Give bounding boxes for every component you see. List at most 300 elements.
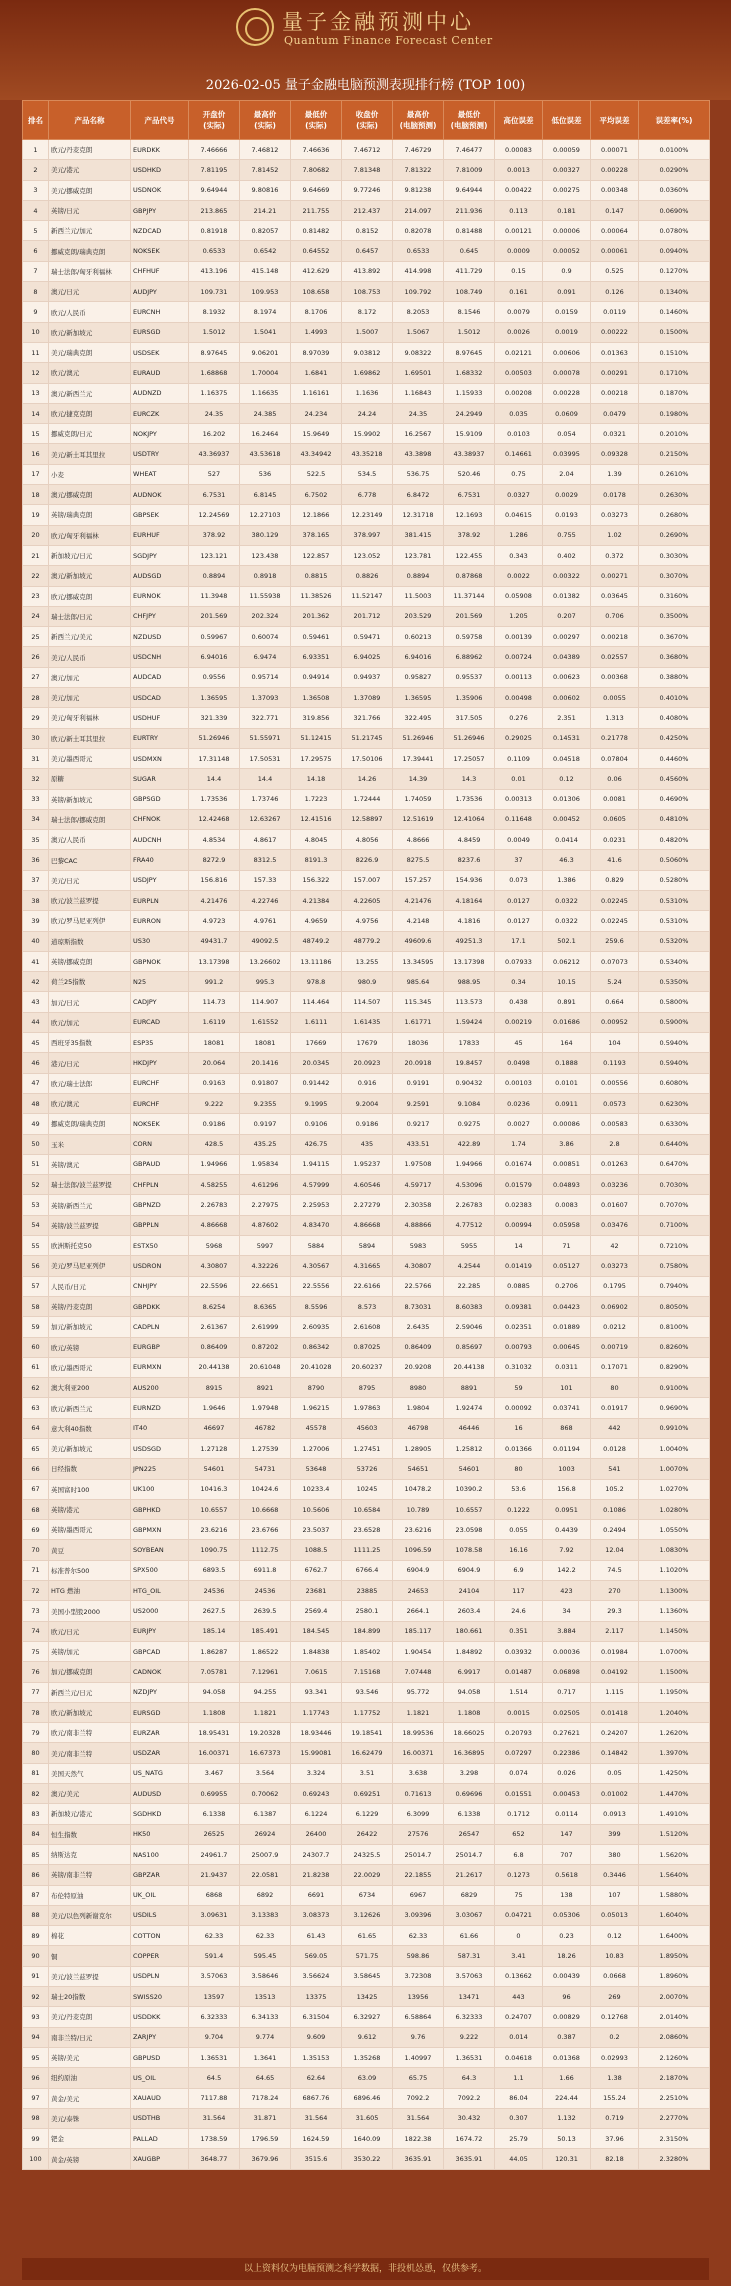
- table-cell: 0.0236: [495, 1093, 543, 1113]
- table-cell: 道琼斯指数: [49, 931, 131, 951]
- table-cell: 321.766: [342, 708, 393, 728]
- table-cell: EURZAR: [131, 1723, 189, 1743]
- table-row: [23, 282, 710, 302]
- table-cell: 1.115: [591, 1682, 639, 1702]
- table-cell: 1.72444: [342, 789, 393, 809]
- table-cell: USDSGD: [131, 1439, 189, 1459]
- table-cell: 201.712: [342, 606, 393, 626]
- table-row: [23, 789, 710, 809]
- table-cell: 欧元/丹麦克朗: [49, 140, 131, 160]
- table-cell: 51.21745: [342, 728, 393, 748]
- table-cell: 22.1855: [393, 1865, 444, 1885]
- table-row: [23, 180, 710, 200]
- table-cell: 1.84892: [444, 1641, 495, 1661]
- table-cell: HTG 燃油: [49, 1581, 131, 1601]
- table-cell: 12.1693: [444, 505, 495, 525]
- table-row: [23, 261, 710, 281]
- table-cell: 8.97645: [444, 342, 495, 362]
- table-cell: 0.5320%: [639, 931, 710, 951]
- table-cell: 23.6216: [393, 1520, 444, 1540]
- table-cell: 4.88866: [393, 1215, 444, 1235]
- table-cell: 0.59967: [189, 627, 240, 647]
- table-cell: 17669: [291, 1033, 342, 1053]
- table-cell: 114.507: [342, 992, 393, 1012]
- table-cell: 8.6365: [240, 1296, 291, 1316]
- table-cell: 1.5007: [342, 322, 393, 342]
- table-cell: 91: [23, 1966, 49, 1986]
- table-cell: 0.9106: [291, 1114, 342, 1134]
- table-cell: 15.9109: [444, 424, 495, 444]
- table-cell: 英镑/澳元: [49, 1154, 131, 1174]
- table-cell: CADJPY: [131, 992, 189, 1012]
- table-cell: 9.03812: [342, 342, 393, 362]
- table-cell: 2639.5: [240, 1601, 291, 1621]
- table-cell: 0.00422: [495, 180, 543, 200]
- table-cell: 12.42468: [189, 809, 240, 829]
- table-cell: 0.1270%: [639, 261, 710, 281]
- table-cell: 0.04893: [543, 1175, 591, 1195]
- table-row: [23, 586, 710, 606]
- table-cell: 19.20328: [240, 1723, 291, 1743]
- table-cell: 9.80816: [240, 180, 291, 200]
- table-cell: 0.402: [543, 545, 591, 565]
- table-row: [23, 1256, 710, 1276]
- table-cell: 41: [23, 951, 49, 971]
- table-cell: 44.05: [495, 2149, 543, 2169]
- table-row: [23, 1885, 710, 1905]
- table-cell: 322.495: [393, 708, 444, 728]
- table-cell: 6.31504: [291, 2007, 342, 2027]
- table-cell: 0.2150%: [639, 444, 710, 464]
- table-cell: 0.05958: [543, 1215, 591, 1235]
- table-cell: EURCNH: [131, 302, 189, 322]
- table-cell: 0.9186: [342, 1114, 393, 1134]
- table-cell: 9.76: [393, 2027, 444, 2047]
- table-cell: 0.69955: [189, 1784, 240, 1804]
- table-cell: 6.8: [495, 1844, 543, 1864]
- table-cell: 0.01487: [495, 1662, 543, 1682]
- table-cell: 美元/新土耳其里拉: [49, 444, 131, 464]
- column-header: 最高价 (电脑预测): [393, 101, 444, 140]
- table-cell: 68: [23, 1499, 49, 1519]
- table-cell: 0.0322: [543, 911, 591, 931]
- table-cell: 3.72308: [393, 1966, 444, 1986]
- table-cell: 43: [23, 992, 49, 1012]
- table-cell: 0.00036: [543, 1641, 591, 1661]
- table-row: [23, 1560, 710, 1580]
- table-cell: 西班牙35指数: [49, 1033, 131, 1053]
- table-cell: 6.3099: [393, 1804, 444, 1824]
- table-cell: 1.90454: [393, 1641, 444, 1661]
- table-cell: GBPAUD: [131, 1154, 189, 1174]
- table-cell: 0.1193: [591, 1053, 639, 1073]
- table-cell: 3635.91: [444, 2149, 495, 2169]
- table-cell: 50.13: [543, 2129, 591, 2149]
- table-cell: 0.12: [591, 1926, 639, 1946]
- table-cell: 8980: [393, 1378, 444, 1398]
- table-cell: 2.6435: [393, 1317, 444, 1337]
- table-cell: 213.865: [189, 200, 240, 220]
- table-cell: 0.02351: [495, 1317, 543, 1337]
- table-cell: XAUAUD: [131, 2088, 189, 2108]
- table-cell: 18036: [393, 1033, 444, 1053]
- table-cell: 0.87202: [240, 1337, 291, 1357]
- table-cell: 11.38526: [291, 586, 342, 606]
- table-cell: 14.18: [291, 769, 342, 789]
- table-cell: 0.3670%: [639, 627, 710, 647]
- table-row: [23, 2007, 710, 2027]
- table-cell: 0.00498: [495, 688, 543, 708]
- table-cell: 185.491: [240, 1621, 291, 1641]
- table-cell: 3530.22: [342, 2149, 393, 2169]
- table-cell: 6.93351: [291, 647, 342, 667]
- table-cell: 0.05: [591, 1763, 639, 1783]
- table-cell: 英镑/加元: [49, 1641, 131, 1661]
- table-cell: 0.01551: [495, 1784, 543, 1804]
- table-cell: 1.313: [591, 708, 639, 728]
- table-cell: 4.57999: [291, 1175, 342, 1195]
- column-header: 收盘价 (实际): [342, 101, 393, 140]
- table-cell: 1.95237: [342, 1154, 393, 1174]
- table-cell: SOYBEAN: [131, 1540, 189, 1560]
- table-cell: 1.5012: [189, 322, 240, 342]
- table-cell: 9.612: [342, 2027, 393, 2047]
- table-cell: 6.778: [342, 485, 393, 505]
- table-cell: 8.1974: [240, 302, 291, 322]
- table-cell: 26547: [444, 1824, 495, 1844]
- table-cell: 1.35906: [444, 688, 495, 708]
- table-cell: 17.31148: [189, 748, 240, 768]
- table-cell: 0.24707: [495, 2007, 543, 2027]
- table-cell: 1.35268: [342, 2047, 393, 2067]
- table-row: [23, 748, 710, 768]
- table-cell: 0.055: [495, 1520, 543, 1540]
- table-cell: 571.75: [342, 1946, 393, 1966]
- table-cell: 0.00271: [591, 566, 639, 586]
- table-cell: CHFPLN: [131, 1175, 189, 1195]
- table-cell: 1.514: [495, 1682, 543, 1702]
- table-cell: PALLAD: [131, 2129, 189, 2149]
- table-cell: 59: [23, 1317, 49, 1337]
- table-cell: 英镑/瑞典克朗: [49, 505, 131, 525]
- table-cell: 22.285: [444, 1276, 495, 1296]
- table-cell: 0.00092: [495, 1398, 543, 1418]
- table-cell: 6892: [240, 1885, 291, 1905]
- table-cell: 0.9197: [240, 1114, 291, 1134]
- table-cell: 114.907: [240, 992, 291, 1012]
- table-cell: 0.00439: [543, 1966, 591, 1986]
- table-cell: 7.07448: [393, 1662, 444, 1682]
- table-cell: 31: [23, 748, 49, 768]
- table-cell: 0.07933: [495, 951, 543, 971]
- table-cell: 0.20793: [495, 1723, 543, 1743]
- table-cell: AUDCNH: [131, 830, 189, 850]
- table-cell: 0.3160%: [639, 586, 710, 606]
- table-cell: 64: [23, 1418, 49, 1438]
- table-cell: 0.01418: [591, 1702, 639, 1722]
- table-cell: 0.5060%: [639, 850, 710, 870]
- table-cell: 0.82078: [393, 221, 444, 241]
- table-cell: 0.8100%: [639, 1317, 710, 1337]
- table-cell: 1.94115: [291, 1154, 342, 1174]
- table-cell: 76: [23, 1662, 49, 1682]
- table-row: [23, 1114, 710, 1134]
- table-cell: 536.75: [393, 464, 444, 484]
- table-row: [23, 1987, 710, 2007]
- table-cell: 6.1224: [291, 1804, 342, 1824]
- table-cell: 0.03273: [591, 1256, 639, 1276]
- table-cell: 0.00313: [495, 789, 543, 809]
- table-cell: 8795: [342, 1378, 393, 1398]
- table-cell: 0.00218: [591, 627, 639, 647]
- table-cell: 0.04389: [543, 647, 591, 667]
- table-cell: 1.0830%: [639, 1540, 710, 1560]
- table-cell: 0.86409: [189, 1337, 240, 1357]
- table-cell: 11.5003: [393, 586, 444, 606]
- table-cell: USDPLN: [131, 1966, 189, 1986]
- table-cell: 23.6528: [342, 1520, 393, 1540]
- table-cell: 0.64552: [291, 241, 342, 261]
- table-cell: 0.3030%: [639, 545, 710, 565]
- table-cell: 1.16843: [393, 383, 444, 403]
- table-cell: 1.0070%: [639, 1459, 710, 1479]
- table-row: [23, 1195, 710, 1215]
- table-cell: 47: [23, 1073, 49, 1093]
- table-cell: 0.6080%: [639, 1073, 710, 1093]
- table-row: [23, 708, 710, 728]
- table-cell: 0.717: [543, 1682, 591, 1702]
- table-cell: 0.95714: [240, 667, 291, 687]
- table-cell: 英镑/波兰兹罗提: [49, 1215, 131, 1235]
- table-cell: AUDJPY: [131, 282, 189, 302]
- table-row: [23, 302, 710, 322]
- table-cell: 978.8: [291, 972, 342, 992]
- table-cell: 0.0327: [495, 485, 543, 505]
- table-cell: 0.12: [543, 769, 591, 789]
- table-cell: 6.8145: [240, 485, 291, 505]
- table-cell: 0.00208: [495, 383, 543, 403]
- table-cell: 0.00103: [495, 1073, 543, 1093]
- table-cell: 4.8056: [342, 830, 393, 850]
- table-cell: 1.5620%: [639, 1844, 710, 1864]
- table-cell: 1.6841: [291, 363, 342, 383]
- table-row: [23, 911, 710, 931]
- table-cell: 0.073: [495, 870, 543, 890]
- table-cell: 9.609: [291, 2027, 342, 2047]
- table-cell: 8.2053: [393, 302, 444, 322]
- table-cell: 0.1500%: [639, 322, 710, 342]
- table-cell: AUDUSD: [131, 1784, 189, 1804]
- table-cell: 1.205: [495, 606, 543, 626]
- table-cell: 0.0159: [543, 302, 591, 322]
- table-cell: 3.08373: [291, 1905, 342, 1925]
- table-cell: 0.0083: [543, 1195, 591, 1215]
- table-cell: 6893.5: [189, 1560, 240, 1580]
- table-cell: 美元/人民币: [49, 647, 131, 667]
- table-cell: 0.01363: [591, 342, 639, 362]
- table-cell: 23.5037: [291, 1520, 342, 1540]
- table-cell: 欧元/新土耳其里拉: [49, 728, 131, 748]
- table-cell: JPN225: [131, 1459, 189, 1479]
- table-cell: 1.27006: [291, 1439, 342, 1459]
- table-cell: 0.60213: [393, 627, 444, 647]
- table-cell: 0.14531: [543, 728, 591, 748]
- table-cell: 1.5880%: [639, 1885, 710, 1905]
- table-cell: 0.95537: [444, 667, 495, 687]
- table-cell: 413.196: [189, 261, 240, 281]
- table-cell: 0.00121: [495, 221, 543, 241]
- table-cell: 0.4080%: [639, 708, 710, 728]
- table-cell: 1.16161: [291, 383, 342, 403]
- table-cell: 4.60546: [342, 1175, 393, 1195]
- table-cell: 1.36595: [189, 688, 240, 708]
- table-cell: 58: [23, 1296, 49, 1316]
- table-cell: 51.26946: [189, 728, 240, 748]
- table-cell: 欧元/捷克克朗: [49, 403, 131, 423]
- table-cell: 9.704: [189, 2027, 240, 2047]
- table-cell: 0.69243: [291, 1784, 342, 1804]
- table-cell: 1.0270%: [639, 1479, 710, 1499]
- table-cell: 1.68868: [189, 363, 240, 383]
- table-cell: NOKSEK: [131, 241, 189, 261]
- table-cell: 6.1338: [444, 1804, 495, 1824]
- table-cell: 0.87025: [342, 1337, 393, 1357]
- table-cell: 0.81918: [189, 221, 240, 241]
- table-cell: 纽约原油: [49, 2068, 131, 2088]
- table-cell: 0.00139: [495, 627, 543, 647]
- table-cell: EURGBP: [131, 1337, 189, 1357]
- table-cell: 24104: [444, 1581, 495, 1601]
- table-cell: 90: [23, 1946, 49, 1966]
- table-cell: EURHUF: [131, 525, 189, 545]
- table-cell: 37: [495, 850, 543, 870]
- table-cell: 185.117: [393, 1621, 444, 1641]
- table-cell: 0.0127: [495, 890, 543, 910]
- table-cell: 0.14842: [591, 1743, 639, 1763]
- table-cell: 1.61435: [342, 1012, 393, 1032]
- table-row: [23, 1662, 710, 1682]
- table-cell: 3.58645: [342, 1966, 393, 1986]
- table-cell: 12.1866: [291, 505, 342, 525]
- table-cell: AUDNOK: [131, 485, 189, 505]
- table-cell: 25014.7: [444, 1844, 495, 1864]
- table-cell: 3.324: [291, 1763, 342, 1783]
- table-cell: 1.36508: [291, 688, 342, 708]
- table-cell: 18.95431: [189, 1723, 240, 1743]
- table-cell: EURCHF: [131, 1073, 189, 1093]
- table-cell: EURRON: [131, 911, 189, 931]
- table-cell: 2.26783: [444, 1195, 495, 1215]
- column-header: 开盘价 (实际): [189, 101, 240, 140]
- table-cell: 3.86: [543, 1134, 591, 1154]
- table-cell: 991.2: [189, 972, 240, 992]
- table-cell: GBPMXN: [131, 1520, 189, 1540]
- table-cell: 0.85697: [444, 1337, 495, 1357]
- table-cell: 0.07297: [495, 1743, 543, 1763]
- table-cell: 0.00327: [543, 160, 591, 180]
- table-cell: 0.5940%: [639, 1053, 710, 1073]
- table-cell: EURTRY: [131, 728, 189, 748]
- table-cell: 6.9: [495, 1560, 543, 1580]
- table-cell: 109.792: [393, 282, 444, 302]
- table-cell: 加元/挪威克朗: [49, 1662, 131, 1682]
- table-cell: 8.5596: [291, 1296, 342, 1316]
- table-cell: 0.4010%: [639, 688, 710, 708]
- table-cell: 0.02993: [591, 2047, 639, 2067]
- table-cell: 20.0345: [291, 1053, 342, 1073]
- table-cell: 0.69696: [444, 1784, 495, 1804]
- table-cell: 欧元/罗马尼亚列伊: [49, 911, 131, 931]
- table-cell: 8272.9: [189, 850, 240, 870]
- table-cell: 1.5067: [393, 322, 444, 342]
- table-cell: 英镑/美元: [49, 2047, 131, 2067]
- table-cell: 1.6119: [189, 1012, 240, 1032]
- table-row: [23, 647, 710, 667]
- table-row: [23, 850, 710, 870]
- table-cell: 109.731: [189, 282, 240, 302]
- table-cell: 0.0009: [495, 241, 543, 261]
- table-cell: 154.936: [444, 870, 495, 890]
- table-cell: 1.94966: [189, 1154, 240, 1174]
- table-cell: 0.7210%: [639, 1236, 710, 1256]
- table-cell: 15.9649: [291, 424, 342, 444]
- table-cell: HKDJPY: [131, 1053, 189, 1073]
- table-cell: GBPUSD: [131, 2047, 189, 2067]
- table-cell: 11.37144: [444, 586, 495, 606]
- table-cell: 157.33: [240, 870, 291, 890]
- table-cell: 0: [495, 1926, 543, 1946]
- table-cell: 95.772: [393, 1682, 444, 1702]
- table-cell: 澳元/新西兰元: [49, 383, 131, 403]
- table-cell: 1.386: [543, 870, 591, 890]
- table-cell: 新加坡元/日元: [49, 545, 131, 565]
- table-cell: 0.8894: [189, 566, 240, 586]
- table-cell: 瑞士法郎/匈牙利福林: [49, 261, 131, 281]
- table-cell: 3: [23, 180, 49, 200]
- table-cell: 3.09396: [393, 1905, 444, 1925]
- table-cell: 6868: [189, 1885, 240, 1905]
- table-cell: 5955: [444, 1236, 495, 1256]
- table-cell: 1.86287: [189, 1641, 240, 1661]
- table-cell: 6.58864: [393, 2007, 444, 2027]
- table-cell: 0.5800%: [639, 992, 710, 1012]
- table-cell: 2.25953: [291, 1195, 342, 1215]
- table-row: [23, 769, 710, 789]
- table-cell: 5894: [342, 1236, 393, 1256]
- table-cell: 4.58255: [189, 1175, 240, 1195]
- table-cell: EURNOK: [131, 586, 189, 606]
- table-cell: 20.60237: [342, 1357, 393, 1377]
- table-cell: 98: [23, 2108, 49, 2128]
- table-cell: 0.1870%: [639, 383, 710, 403]
- table-cell: 142.2: [543, 1560, 591, 1580]
- table-cell: 412.629: [291, 261, 342, 281]
- table-cell: CORN: [131, 1134, 189, 1154]
- table-cell: 53: [23, 1195, 49, 1215]
- table-cell: 澳元/加元: [49, 667, 131, 687]
- table-cell: 荷兰25指数: [49, 972, 131, 992]
- table-cell: 0.01366: [495, 1439, 543, 1459]
- table-cell: 0.0360%: [639, 180, 710, 200]
- table-cell: NOKJPY: [131, 424, 189, 444]
- table-cell: 18.93446: [291, 1723, 342, 1743]
- table-cell: 3.638: [393, 1763, 444, 1783]
- table-cell: 24.24: [342, 403, 393, 423]
- table-cell: EURCAD: [131, 1012, 189, 1032]
- table-cell: 7.46666: [189, 140, 240, 160]
- table-cell: 9.64944: [189, 180, 240, 200]
- table-cell: 14: [23, 403, 49, 423]
